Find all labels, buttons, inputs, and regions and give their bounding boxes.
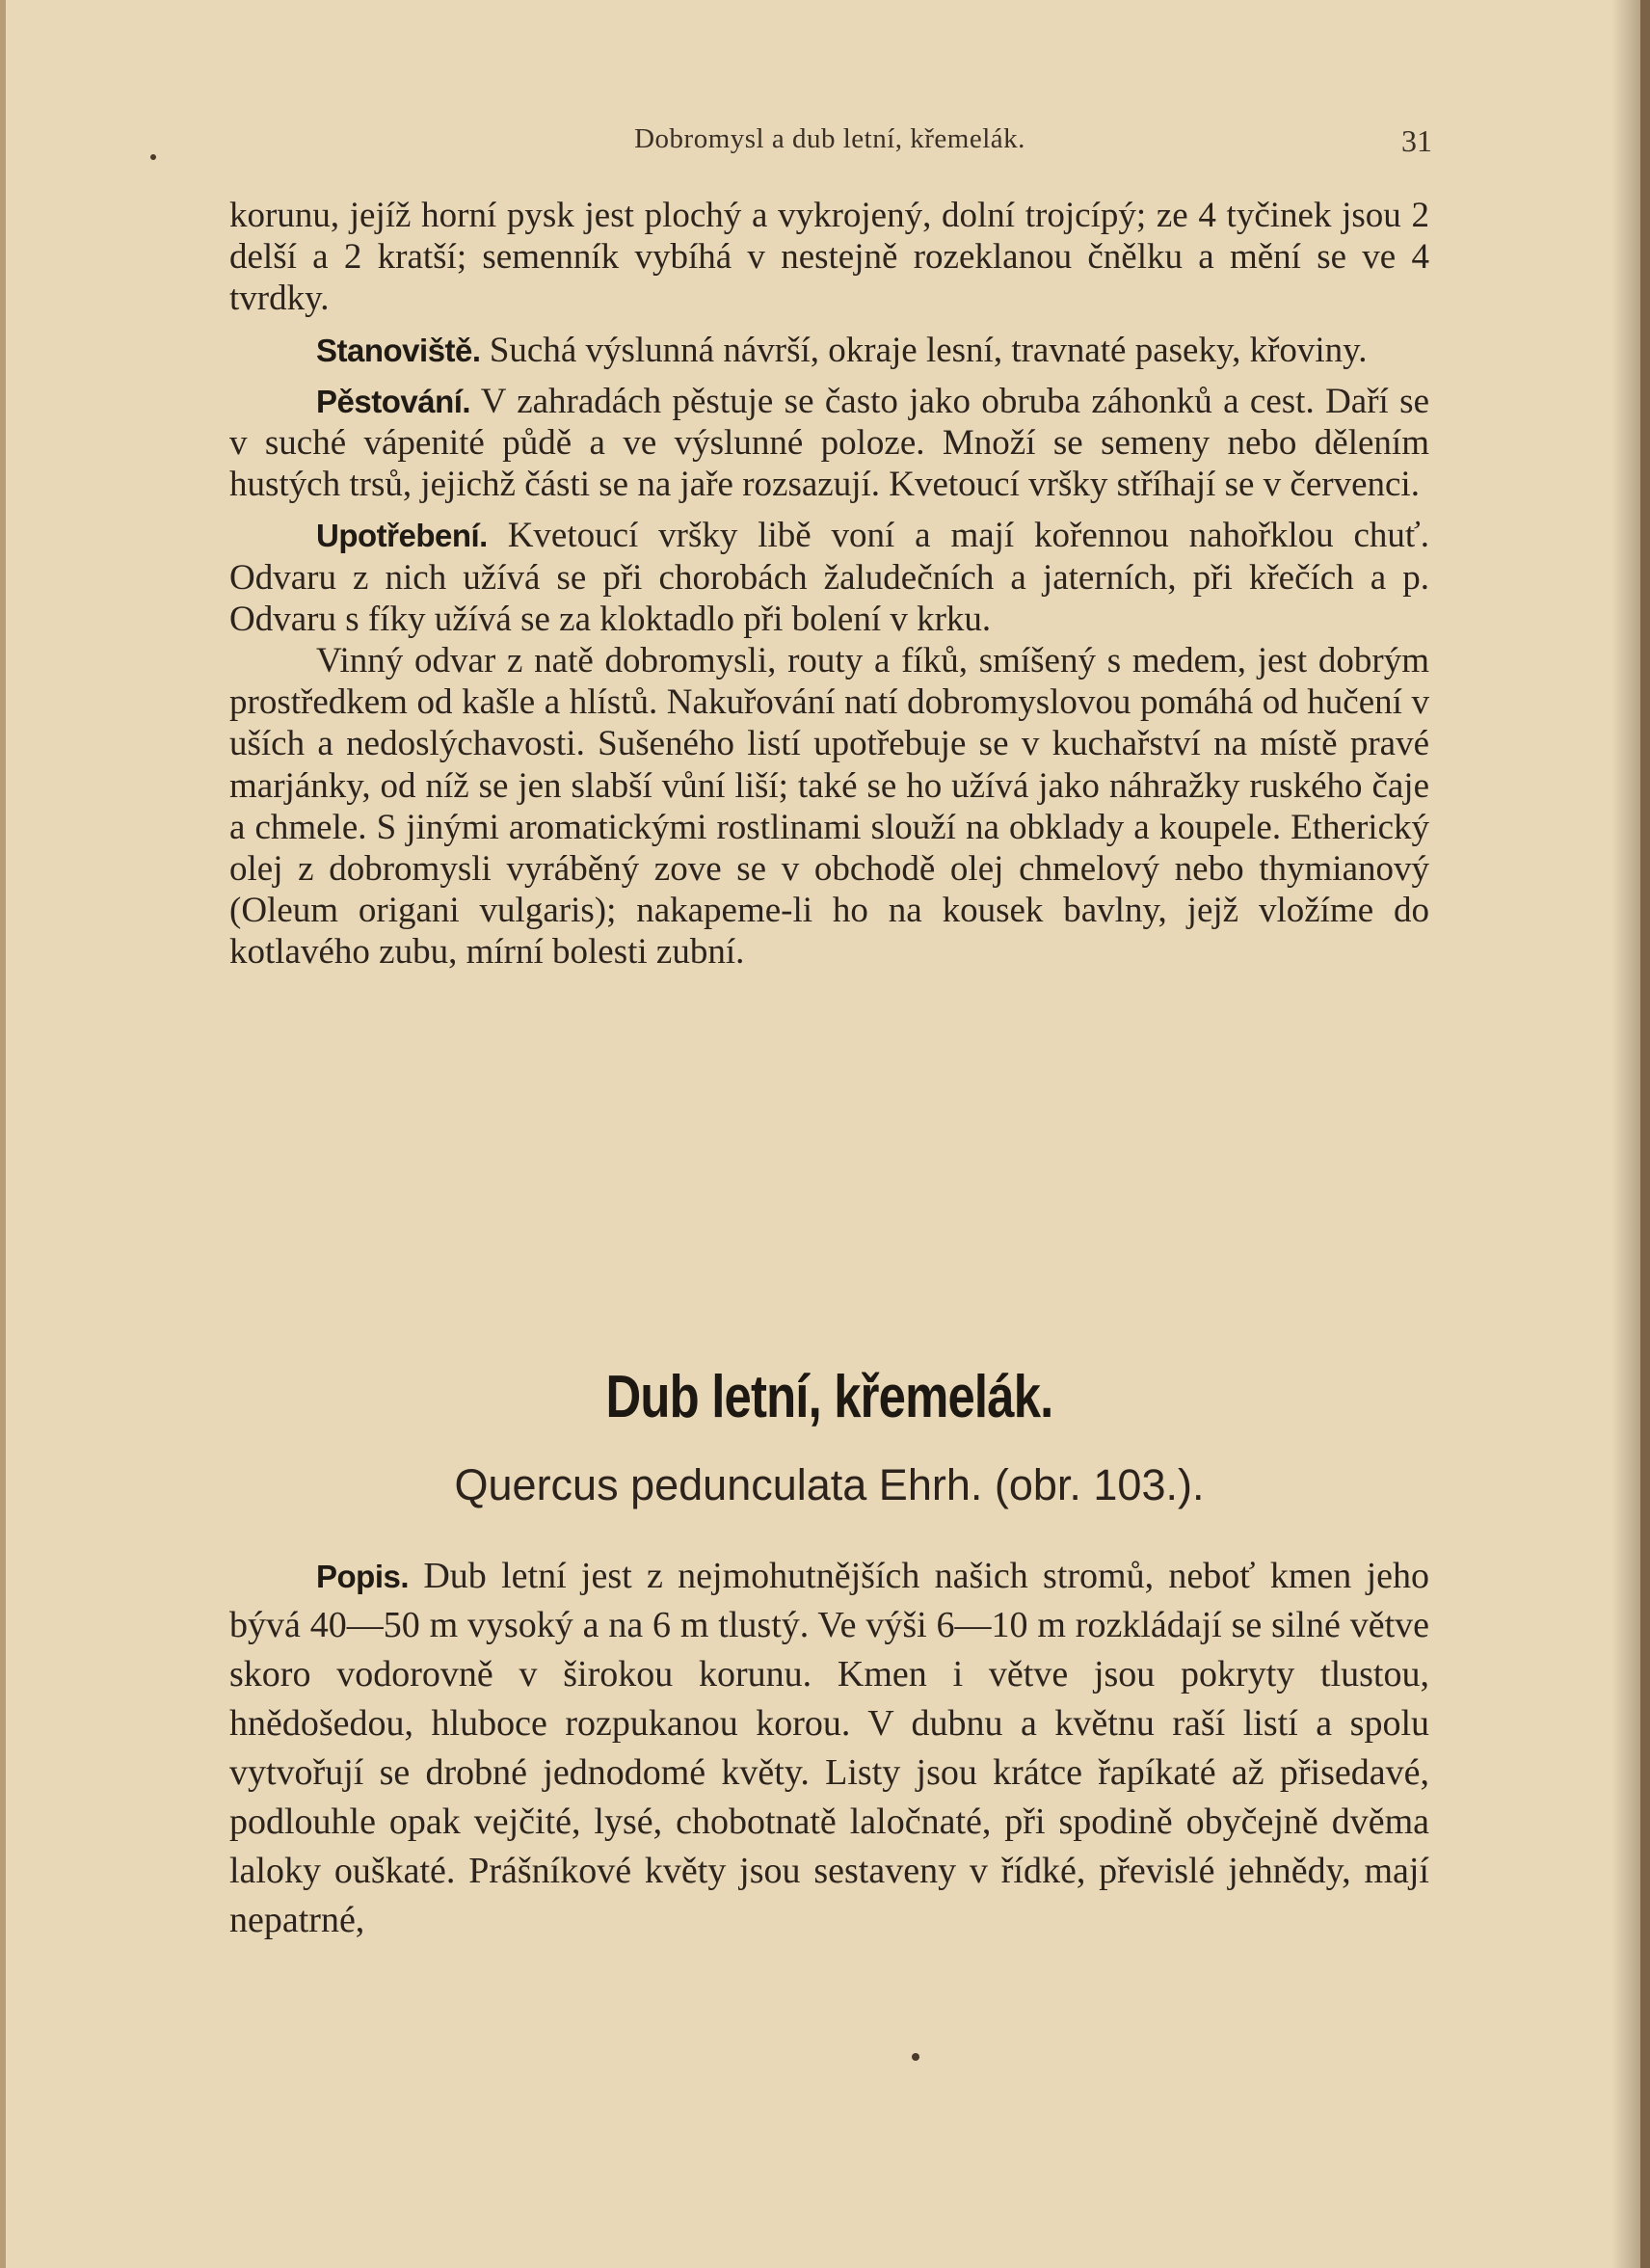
cultivation-text: V zahradách pěstuje se často jako obruba záhonků a cest. Daří se v suché vápenité půdě a ve výslunné poloze. Množí se semeny nebo dělením hustých trsů, jejichž části se na jaře rozsazují. Kvetoucí vršky stříhají se v červenci. [229,381,1429,505]
use-text: Kvetoucí vršky libě voní a mají kořennou nahořklou chuť. Odvaru z nich užívá se při chorobách žaludečních a jaterních, při křečích a p. Odvaru s fíky užívá se za kloktadlo při bolení v krku. [229,516,1429,639]
page-header [227,123,1432,166]
page-number: 31 [1401,123,1432,158]
habitat-lead: Stanoviště. [316,332,481,368]
dub-text-block [229,1552,1429,1945]
print-speck [150,154,156,160]
running-title: Dobromysl a dub letní, křemelák. [634,123,1025,154]
cultivation-lead: Pěstování. [316,383,471,419]
habitat-text: Suchá výslunná návrší, okraje lesní, travnaté paseky, křoviny. [480,330,1368,370]
latin-name: Quercus pedunculata Ehrh. (obr. 103.). [454,1460,1205,1509]
paragraph-habitat [229,330,1429,371]
section-title: Dub letní, křemelák. [605,1364,1053,1430]
paragraph-use [229,515,1429,640]
dobromysl-text-block [229,195,1429,974]
use-lead: Upotřebení. [316,518,488,554]
paragraph-use-continued: Vinný odvar z natě dobromysli, routy a fíků, smíšený s medem, jest dobrým prostředkem od kašle a hlístů. Nakuřování natí dobromyslovou pomáhá od hučení v uších a nedoslýchavosti. Sušeného listí upotřebuje se v kuchařství na místě pravé marjánky, od níž se jen slabší vůní liší; také se ho užívá jako náhražky ruského čaje a chmele. S jinými aromatickými rostlinami slouží na obklady a koupele. Etherický olej z dobromysli vyráběný zove se v obchodě olej chmelový nebo thymianový (Oleum origani vulgaris); nakapeme-li ho na kousek bavlny, jejž vložíme do kotlavého zubu, mírní bolesti zubní. [229,641,1429,973]
paragraph-description [229,1552,1429,1945]
paragraph-flower-description: korunu, jejíž horní pysk jest plochý a vykrojený, dolní trojcípý; ze 4 tyčinek jsou 2 delší a 2 kratší; semenník vybíhá v nestejně rozeklanou čnělku a mění se ve 4 tvrdky. [229,196,1429,319]
description-text: Dub letní jest z nejmohutnějších našich stromů, neboť kmen jeho bývá 40—50 m vysoký a na 6 m tlustý. Ve výši 6—10 m rozkládají se silné větve skoro vodorovně v širokou korunu. Kmen i větve jsou pokryty tlustou, hnědošedou, hluboce rozpukanou korou. V dubnu a květnu raší listí a spolu vytvořují se drobné jednodomé květy. Listy jsou krátce řapíkaté až přisedavé, podlouhle opak vejčité, lysé, chobotnatě laločnaté, při spodině obyčejně dvěma laloky ouškaté. Prášníkové květy jsou sestaveny v řídké, převislé jehnědy, mají nepatrné, [229,1556,1429,1940]
paragraph-cultivation [229,381,1429,506]
print-speck [912,2053,919,2061]
description-lead: Popis. [316,1559,410,1594]
